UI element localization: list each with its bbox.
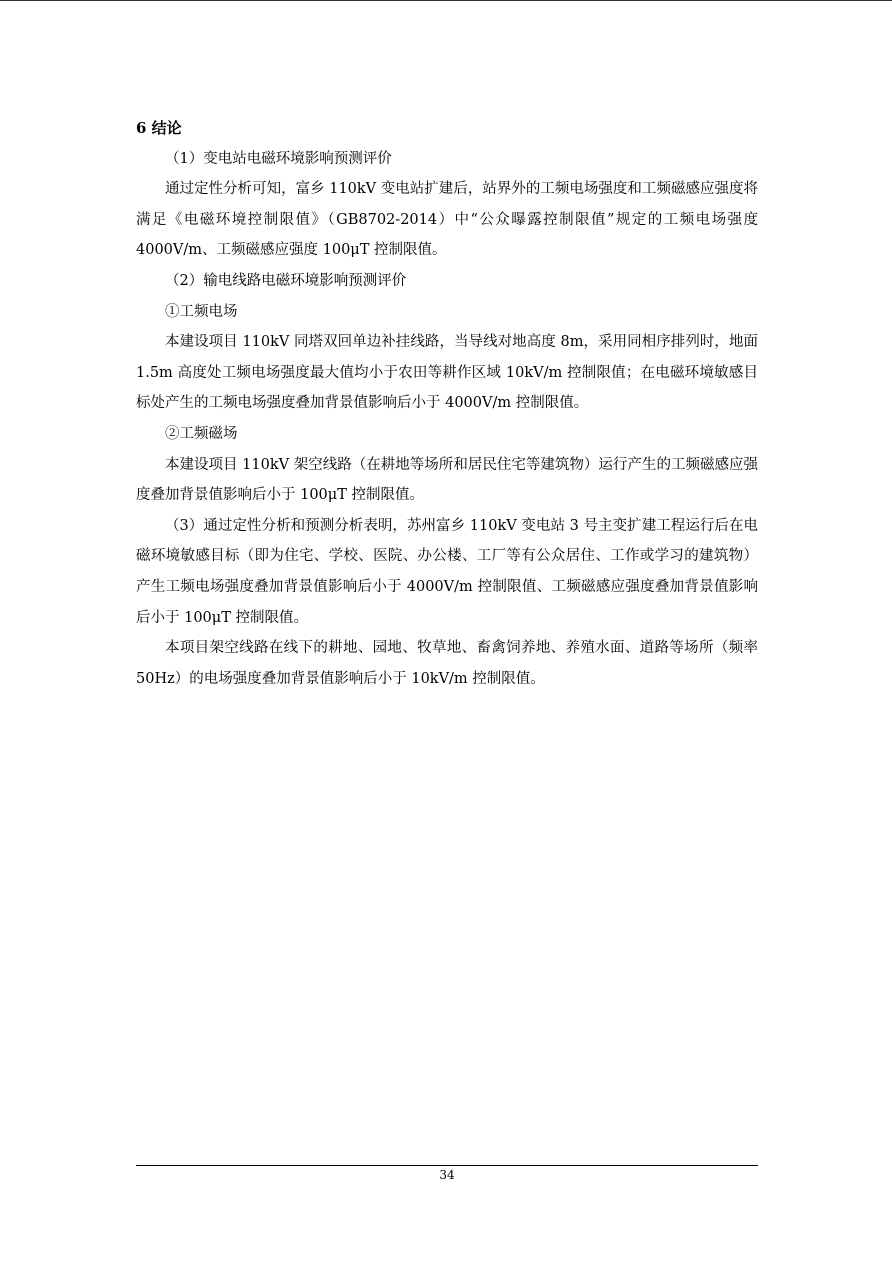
- document-body: [136, 113, 758, 694]
- page-top-border: [0, 0, 892, 1]
- paragraph-overhead-line: 本项目架空线路在线下的耕地、园地、牧草地、畜禽饲养地、养殖水面、道路等场所（频率 50Hz）的电场强度叠加背景值影响后小于 10kV/m 控制限值。: [136, 640, 758, 687]
- paragraph-magnetic-field: 本建设项目 110kV 架空线路（在耕地等场所和居民住宅等建筑物）运行产生的工频磁感应强度叠加背景值影响后小于 100μT 控制限值。: [136, 456, 758, 504]
- subheading-power-frequency-magnetic-field: ②工频磁场: [165, 425, 238, 442]
- subheading-power-frequency-electric-field: ①工频电场: [165, 303, 238, 320]
- subheading-transmission-line: （2）输电线路电磁环境影响预测评价: [165, 272, 407, 289]
- paragraph-electric-field: 本建设项目 110kV 同塔双回单边补挂线路，当导线对地高度 8m，采用同相序排列时，地面 1.5m 高度处工频电场强度最大值均小于农田等耕作区域 10kV/m 控制限值；在电磁环境敏感目标处产生的工频电场强度叠加背景值影响后小于 4000V/m 控制限值。: [136, 334, 758, 412]
- section-heading: 6 结论: [136, 119, 182, 137]
- footer-rule: [136, 1165, 758, 1166]
- subheading-substation: （1）变电站电磁环境影响预测评价: [165, 150, 392, 167]
- page-number: 34: [439, 1168, 455, 1182]
- paragraph-conclusion-3: （3）通过定性分析和预测分析表明，苏州富乡 110kV 变电站 3 号主变扩建工程运行后在电磁环境敏感目标（即为住宅、学校、医院、办公楼、工厂等有公众居住、工作或学习的建筑物）产生工频电场强度叠加背景值影响后小于 4000V/m 控制限值、工频磁感应强度叠加背景值影响后小于 100μT 控制限值。: [136, 517, 758, 626]
- paragraph-substation-analysis: 通过定性分析可知，富乡 110kV 变电站扩建后，站界外的工频电场强度和工频磁感应强度将满足《电磁环境控制限值》（GB8702-2014）中“公众曝露控制限值”规定的工频电场强度 4000V/m、工频磁感应强度 100μT 控制限值。: [136, 181, 758, 259]
